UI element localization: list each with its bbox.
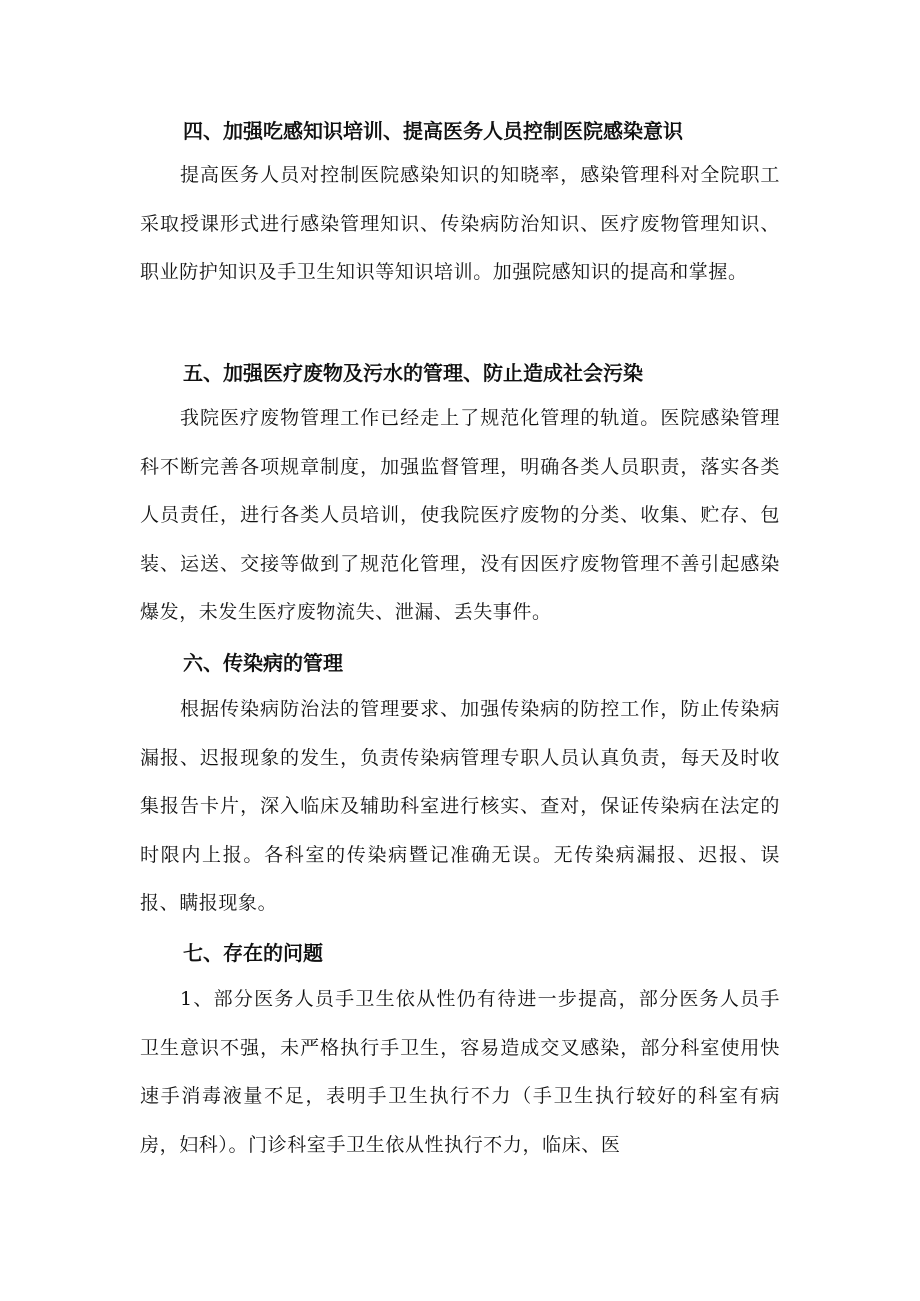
section-7-body: 1、部分医务人员手卫生依从性仍有待进一步提高，部分医务人员手卫生意识不强，未严格执行手卫生，容易造成交叉感染，部分科室使用快速手消毒液量不足，表明手卫生执行不力（手卫生执行较好的科室有病房，妇科）。门诊科室手卫生依从性执行不力，临床、医 — [140, 988, 780, 1156]
section-4-body: 提高医务人员对控制医院感染知识的知晓率，感染管理科对全院职工采取授课形式进行感染管理知识、传染病防治知识、医疗废物管理知识、职业防护知识及手卫生知识等知识培训。加强院感知识的提高和掌握。 — [140, 164, 780, 284]
section-4-heading: 四、加强吃感知识培训、提高医务人员控制医院感染意识 — [183, 119, 683, 143]
section-6-body: 根据传染病防治法的管理要求、加强传染病的防控工作，防止传染病漏报、迟报现象的发生，负责传染病管理专职人员认真负责，每天及时收集报告卡片，深入临床及辅助科室进行核实、查对，保证传染病在法定的时限内上报。各科室的传染病暨记准确无误。无传染病漏报、迟报、误报、瞒报现象。 — [140, 698, 780, 915]
section-7-heading: 七、存在的问题 — [183, 941, 323, 965]
section-5-body: 我院医疗废物管理工作已经走上了规范化管理的轨道。医院感染管理科不断完善各项规章制度，加强监督管理，明确各类人员职责，落实各类人员责任，进行各类人员培训，使我院医疗废物的分类、收集、贮存、包装、运送、交接等做到了规范化管理，没有因医疗废物管理不善引起感染爆发，未发生医疗废物流失、泄漏、丢失事件。 — [140, 407, 780, 624]
section-6-heading: 六、传染病的管理 — [183, 651, 343, 675]
section-5-heading: 五、加强医疗废物及污水的管理、防止造成社会污染 — [183, 361, 643, 385]
